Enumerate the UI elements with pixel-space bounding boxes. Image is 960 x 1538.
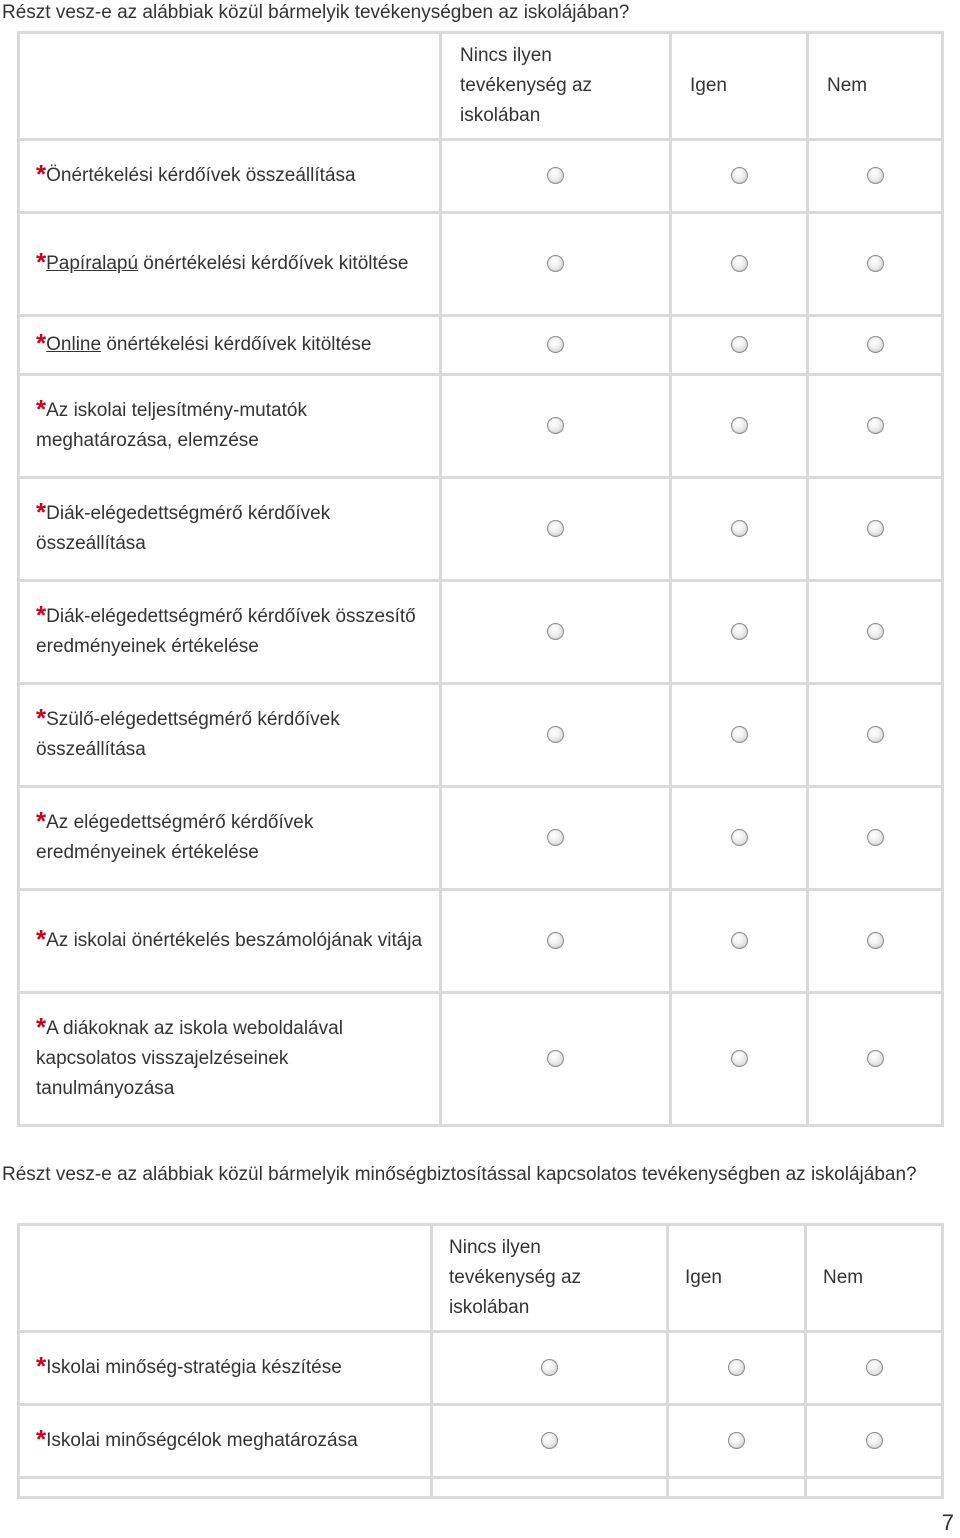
radio-no[interactable] xyxy=(867,726,884,743)
row-label xyxy=(20,685,442,788)
option-cell-yes xyxy=(672,214,809,317)
row-label-emphasis: Papíralapú xyxy=(46,253,139,274)
option-cell-yes xyxy=(672,685,809,788)
required-marker: * xyxy=(36,924,47,954)
radio-no[interactable] xyxy=(867,417,884,434)
matrix-header-row xyxy=(20,34,944,141)
matrix-row xyxy=(20,479,944,582)
option-cell-no xyxy=(809,376,944,479)
row-label xyxy=(20,376,442,479)
radio-no[interactable] xyxy=(867,520,884,537)
radio-none[interactable] xyxy=(547,336,564,353)
row-label xyxy=(20,479,442,582)
matrix-row xyxy=(20,317,944,376)
radio-yes[interactable] xyxy=(728,1432,745,1449)
required-marker: * xyxy=(36,159,47,189)
option-cell-none xyxy=(433,1333,669,1406)
radio-yes[interactable] xyxy=(731,520,748,537)
matrix-row xyxy=(20,582,944,685)
radio-no[interactable] xyxy=(867,829,884,846)
radio-yes[interactable] xyxy=(731,255,748,272)
option-cell-none xyxy=(442,994,672,1127)
row-label-text: A diákoknak az iskola weboldalával kapcsolatos visszajelzéseinek tanulmányozása xyxy=(36,1018,343,1099)
radio-no[interactable] xyxy=(866,1359,883,1376)
radio-yes[interactable] xyxy=(731,336,748,353)
radio-yes[interactable] xyxy=(731,726,748,743)
column-header-none: Nincs ilyen tevékenység az iskolában xyxy=(442,34,672,141)
row-label xyxy=(20,214,442,317)
radio-yes[interactable] xyxy=(731,932,748,949)
option-cell-none xyxy=(442,317,672,376)
required-marker: * xyxy=(36,497,47,527)
column-header-none: Nincs ilyen tevékenység az iskolában xyxy=(433,1226,669,1333)
option-cell-no xyxy=(809,994,944,1127)
matrix-row xyxy=(20,376,944,479)
matrix-row xyxy=(20,994,944,1127)
row-label xyxy=(20,891,442,994)
row-label-text: Az iskolai teljesítmény-mutatók meghatározása, elemzése xyxy=(36,400,307,451)
row-label xyxy=(20,582,442,685)
radio-none[interactable] xyxy=(547,829,564,846)
radio-none[interactable] xyxy=(547,623,564,640)
question-1: Részt vesz-e az alábbiak közül bármelyik tevékenységben az iskolájában? xyxy=(2,2,630,23)
option-cell-none xyxy=(433,1406,669,1479)
matrix-row xyxy=(20,788,944,891)
option-cell-no xyxy=(809,788,944,891)
radio-none[interactable] xyxy=(541,1432,558,1449)
option-cell-no xyxy=(809,582,944,685)
required-marker: * xyxy=(36,1424,47,1454)
radio-no[interactable] xyxy=(867,932,884,949)
matrix-row xyxy=(20,891,944,994)
option-cell-yes xyxy=(672,317,809,376)
radio-yes[interactable] xyxy=(731,167,748,184)
page-number: 7 xyxy=(941,1510,954,1535)
column-header-yes: Igen xyxy=(669,1226,807,1333)
option-cell-none xyxy=(442,141,672,214)
matrix-row xyxy=(20,1479,944,1499)
row-label xyxy=(20,1406,433,1479)
matrix-row xyxy=(20,1333,944,1406)
radio-yes[interactable] xyxy=(731,829,748,846)
option-cell-yes xyxy=(669,1406,807,1479)
option-cell-yes xyxy=(672,788,809,891)
radio-no[interactable] xyxy=(867,623,884,640)
required-marker: * xyxy=(36,703,47,733)
column-header-no: Nem xyxy=(807,1226,944,1333)
option-cell-no xyxy=(809,141,944,214)
column-header-yes: Igen xyxy=(672,34,809,141)
required-marker: * xyxy=(36,1351,47,1381)
row-label-text: Szülő-elégedettségmérő kérdőívek összeállítása xyxy=(36,709,340,760)
required-marker: * xyxy=(36,394,47,424)
radio-none[interactable] xyxy=(547,255,564,272)
option-cell-yes xyxy=(669,1479,807,1499)
matrix-row xyxy=(20,141,944,214)
row-label-text: Iskolai minőségcélok meghatározása xyxy=(46,1430,358,1451)
required-marker: * xyxy=(36,328,47,358)
matrix-row xyxy=(20,685,944,788)
option-cell-none xyxy=(442,214,672,317)
row-label xyxy=(20,788,442,891)
radio-none[interactable] xyxy=(547,167,564,184)
option-cell-yes xyxy=(672,994,809,1127)
row-label-text: önértékelési kérdőívek kitöltése xyxy=(101,334,372,355)
matrix-header-corner xyxy=(20,34,442,141)
radio-yes[interactable] xyxy=(728,1359,745,1376)
radio-no[interactable] xyxy=(867,1050,884,1067)
row-label-text: Diák-elégedettségmérő kérdőívek összeállítása xyxy=(36,503,331,554)
row-label xyxy=(20,317,442,376)
option-cell-no xyxy=(807,1406,944,1479)
option-cell-yes xyxy=(672,479,809,582)
required-marker: * xyxy=(36,1012,47,1042)
option-cell-no xyxy=(809,479,944,582)
radio-none[interactable] xyxy=(547,417,564,434)
radio-none[interactable] xyxy=(541,1359,558,1376)
row-label-text: Az elégedettségmérő kérdőívek eredményeinek értékelése xyxy=(36,812,314,863)
radio-yes[interactable] xyxy=(731,417,748,434)
option-cell-none xyxy=(442,891,672,994)
radio-no[interactable] xyxy=(867,167,884,184)
radio-no[interactable] xyxy=(867,255,884,272)
row-label-text: Önértékelési kérdőívek összeállítása xyxy=(46,165,356,186)
option-cell-no xyxy=(809,891,944,994)
radio-none[interactable] xyxy=(547,726,564,743)
row-label-text: Iskolai minőség-stratégia készítése xyxy=(46,1357,342,1378)
radio-none[interactable] xyxy=(547,932,564,949)
required-marker: * xyxy=(36,600,47,630)
row-label xyxy=(20,994,442,1127)
option-cell-none xyxy=(442,582,672,685)
row-label xyxy=(20,1333,433,1406)
matrix-header-corner xyxy=(20,1226,433,1333)
matrix-row xyxy=(20,214,944,317)
option-cell-none xyxy=(442,685,672,788)
question-1-matrix xyxy=(17,31,944,1127)
option-cell-yes xyxy=(672,891,809,994)
required-marker: * xyxy=(36,247,47,277)
matrix-header-row xyxy=(20,1226,944,1333)
option-cell-none xyxy=(442,479,672,582)
radio-yes[interactable] xyxy=(731,623,748,640)
option-cell-no xyxy=(807,1479,944,1499)
option-cell-yes xyxy=(672,141,809,214)
row-label xyxy=(20,141,442,214)
option-cell-yes xyxy=(672,376,809,479)
radio-none[interactable] xyxy=(547,520,564,537)
option-cell-no xyxy=(809,214,944,317)
radio-yes[interactable] xyxy=(731,1050,748,1067)
option-cell-yes xyxy=(669,1333,807,1406)
option-cell-none xyxy=(442,376,672,479)
row-label-text: Diák-elégedettségmérő kérdőívek összesítő eredményeinek értékelése xyxy=(36,606,416,657)
column-header-no: Nem xyxy=(809,34,944,141)
row-label-text: önértékelési kérdőívek kitöltése xyxy=(138,253,409,274)
option-cell-none xyxy=(442,788,672,891)
radio-none[interactable] xyxy=(547,1050,564,1067)
row-label xyxy=(20,1479,433,1499)
row-label-emphasis: Online xyxy=(46,334,102,355)
option-cell-no xyxy=(809,685,944,788)
required-marker: * xyxy=(36,806,47,836)
question-2: Részt vesz-e az alábbiak közül bármelyik minőségbiztosítással kapcsolatos tevékenységben az iskolájában? xyxy=(2,1164,917,1185)
option-cell-none xyxy=(433,1479,669,1499)
matrix-row xyxy=(20,1406,944,1479)
question-2-matrix xyxy=(17,1223,944,1499)
radio-no[interactable] xyxy=(866,1432,883,1449)
option-cell-yes xyxy=(672,582,809,685)
option-cell-no xyxy=(809,317,944,376)
row-label-text: Az iskolai önértékelés beszámolójának vitája xyxy=(46,930,423,951)
option-cell-no xyxy=(807,1333,944,1406)
radio-no[interactable] xyxy=(867,336,884,353)
